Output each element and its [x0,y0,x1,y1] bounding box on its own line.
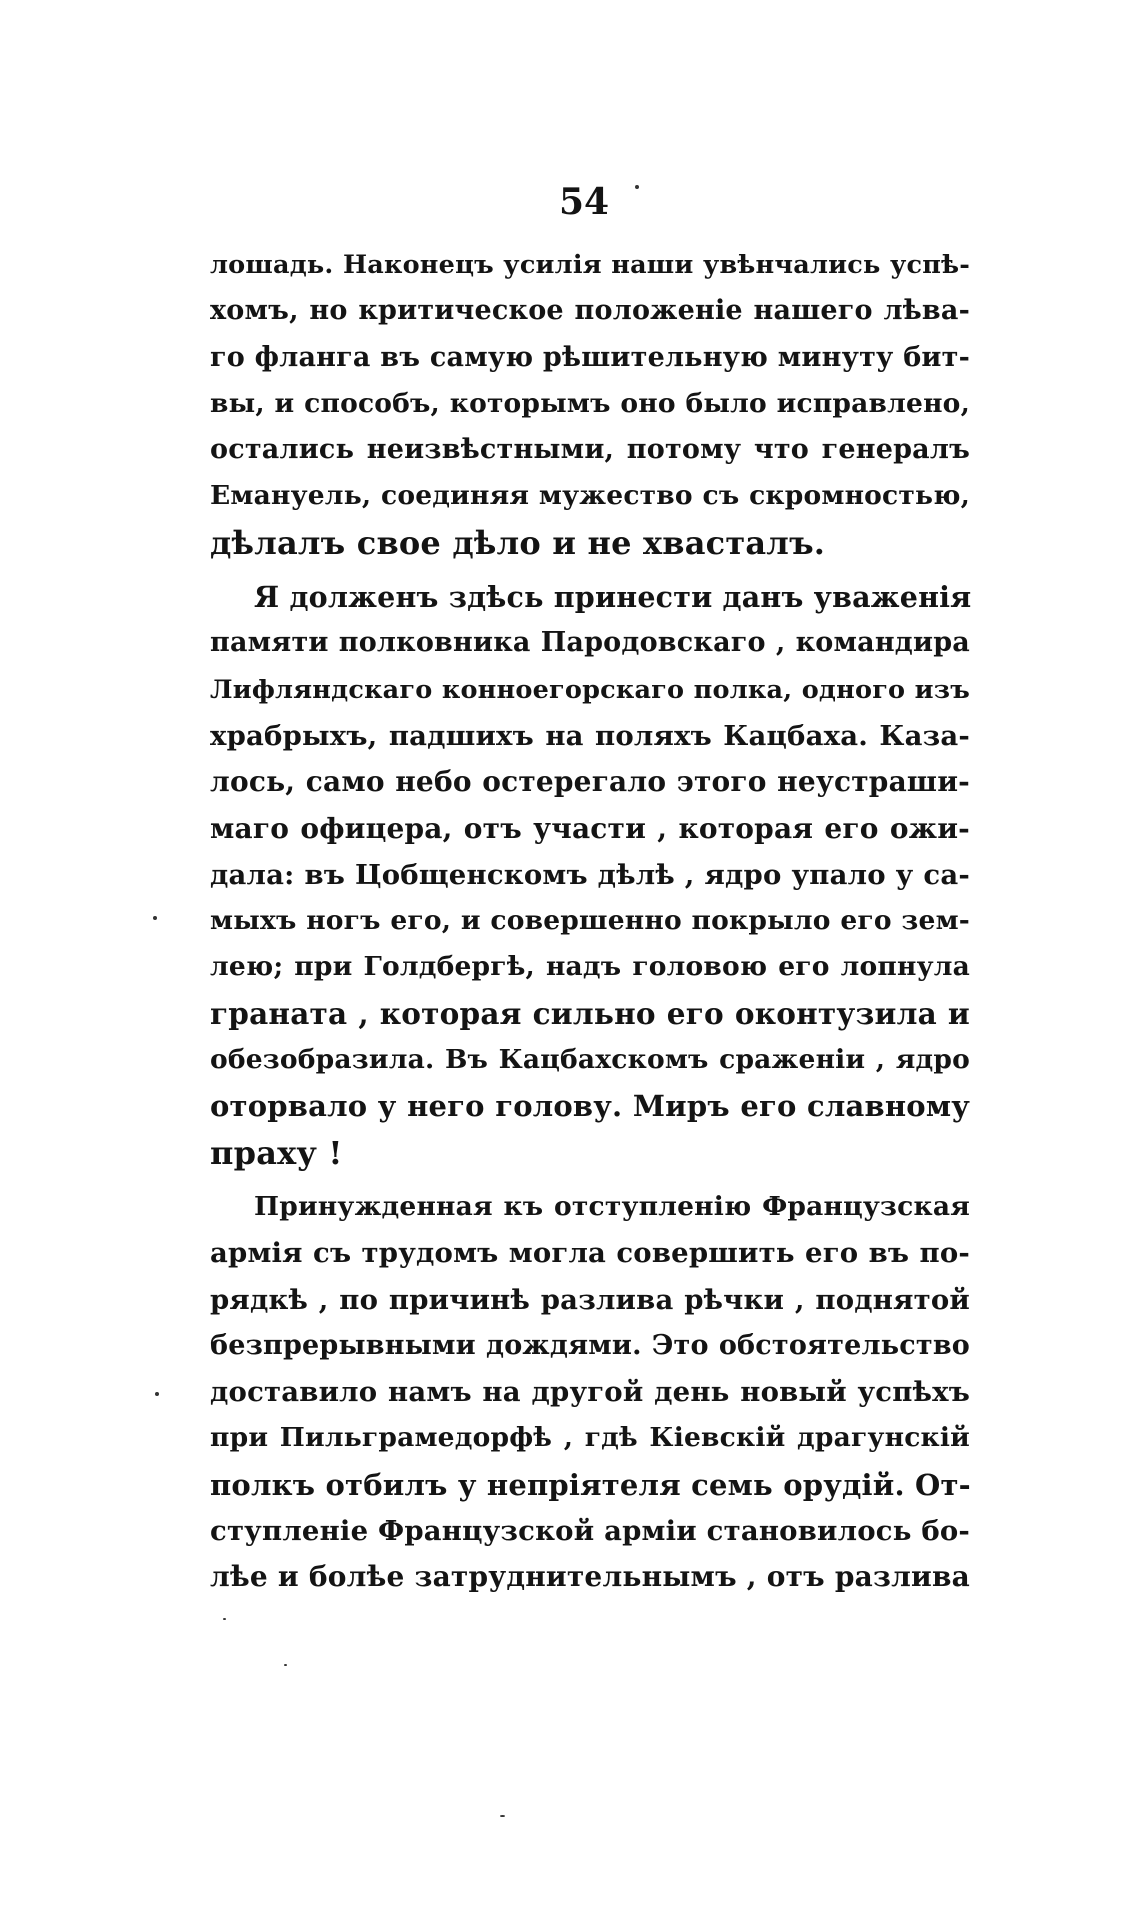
text-line: маго офицера, отъ участи , которая его ожи- [210,811,970,845]
print-speck [284,1664,287,1666]
text-line: дѣлалъ свое дѣло и не хвасталъ. [210,523,826,562]
print-speck [155,1392,159,1396]
text-line: армія съ трудомъ могла совершить его въ по- [210,1237,970,1270]
text-line: Емануель, соединяя мужество съ скромностью, [210,480,970,512]
text-line: граната , которая сильно его оконтузила и [210,995,970,1031]
print-speck [223,1618,226,1620]
text-line: безпрерывными дождями. Это обстоятельство [210,1329,970,1361]
text-line: хомъ, но критическое положеніе нашего лѣва- [210,295,970,327]
text-line: мыхъ ногъ его, и совершенно покрыло его зем- [210,905,970,937]
text-line: оторвало у него голову. Миръ его славному [210,1089,970,1124]
text-line: храбрыхъ, падшихъ на поляхъ Кацбаха. Каза- [210,719,970,752]
text-line: лѣе и болѣе затруднительнымъ , отъ разлива [210,1560,970,1594]
page-number: 54 [558,181,610,223]
text-line: лошадь. Наконецъ усилія наши увѣнчались успѣ- [210,250,970,280]
paragraph-2 [210,574,970,1176]
text-line: лею; при Голдбергѣ, надъ головою его лопнула [210,951,970,983]
text-line: ступленіе Французской арміи становилось бо- [210,1515,971,1548]
print-speck [153,916,157,920]
text-line: лось, само небо остерегало этого неустраши- [210,765,970,799]
text-line: праху ! [210,1133,343,1172]
paragraph-3 [210,1184,970,1601]
text-line: обезобразила. Въ Кацбахскомъ сраженіи , ядро [210,1044,970,1076]
text-line: Я долженъ здѣсь принести данъ уваженія [254,580,972,615]
text-line: Лифляндскаго конноегорскаго полка, одного изъ [210,674,970,705]
text-line: полкъ отбилъ у непріятеля семь орудій. От- [210,1467,971,1502]
text-line: го фланга въ самую рѣшительную минуту бит- [210,341,970,373]
print-speck [500,1815,505,1817]
text-line: памяти полковника Пародовскаго , командира [210,627,970,659]
text-line: остались неизвѣстными, потому что генералъ [210,434,970,466]
text-line: дала: въ Цобщенскомъ дѣлѣ , ядро упало у са- [210,858,970,891]
text-line: доставило намъ на другой день новый успѣхъ [210,1376,970,1409]
text-line: при Пильграмедорфѣ , гдѣ Кіевскій драгунскій [210,1422,970,1454]
text-line: Принужденная къ отступленію Французская [254,1190,970,1222]
print-speck [635,185,639,189]
text-line: рядкѣ , по причинѣ разлива рѣчки , поднятой [210,1283,970,1316]
body-text [210,242,970,1609]
paragraph-1 [210,242,970,566]
text-line: вы, и способъ, которымъ оно было исправлено, [210,387,970,419]
